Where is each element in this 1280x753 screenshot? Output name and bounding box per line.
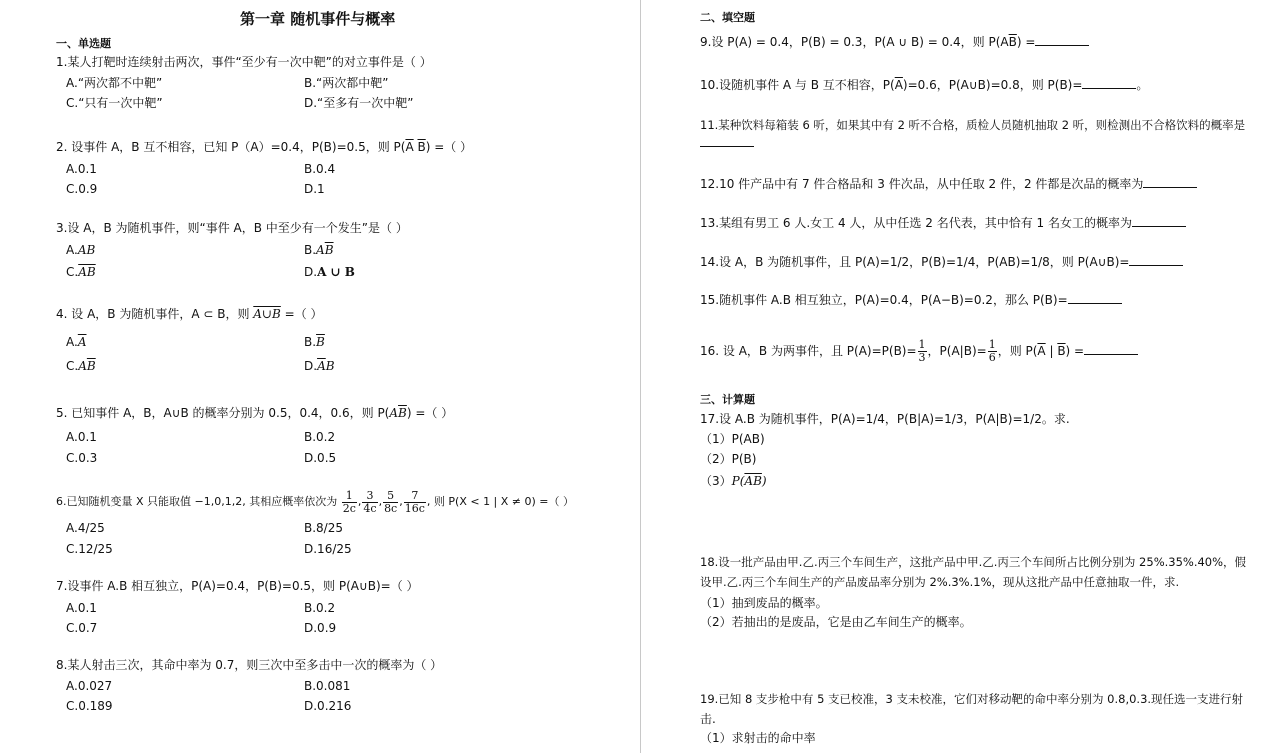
q7-option-c: C.0.7 xyxy=(66,621,98,635)
q17-part2: （2）P(B) xyxy=(700,452,757,466)
q4-stem: 4. 设 A，B 为随机事件，A ⊂ B，则 A∪B =（ ） xyxy=(56,307,323,321)
q7-stem: 7.设事件 A.B 相互独立，P(A)=0.4，P(B)=0.5，则 P(A∪B)=（ ） xyxy=(56,579,419,593)
q17: 17.设 A.B 为随机事件，P(A)=1/4，P(B|A)=1/3，P(A|B)=1/2。求. xyxy=(700,412,1070,426)
q6-stem: 6.已知随机变量 X 只能取值 −1,0,1,2, 其相应概率依次为 $\frac{1}{2c}$ , $\frac{3}{4c}$ , $\frac{5}{8c}$ , $\frac{7}{16c}$ , 则 P(X < 1 | X ≠ 0) =（ ） xyxy=(56,488,575,515)
q2-option-c: C.0.9 xyxy=(66,182,98,196)
q8-option-c: C.0.189 xyxy=(66,699,113,713)
q12: 12.10 件产品中有 7 件合格品和 3 件次品，从中任取 2 件，2 件都是次品的概率为 xyxy=(700,176,1197,192)
q4-option-d: $D.\overline{A}B$ xyxy=(304,359,335,373)
page-title: 第一章 随机事件与概率 xyxy=(240,10,396,28)
page-divider xyxy=(640,0,641,753)
q5-stem: 5. 已知事件 A，B，A∪B 的概率分别为 0.5，0.4，0.6，则 $P(A\overline{B})$ =（ ） xyxy=(56,406,454,420)
q17-part3: $(3)P(\overline{AB})$ xyxy=(700,474,767,488)
right-page xyxy=(642,0,1280,753)
q2-option-b: B.0.4 xyxy=(304,162,336,176)
q8-option-a: A.0.027 xyxy=(66,679,113,693)
q15: 15.随机事件 A.B 相互独立，P(A)=0.4，P(A−B)=0.2，那么 P(B)= xyxy=(700,292,1122,308)
q5-option-c: C.0.3 xyxy=(66,451,98,465)
q8-option-b: B.0.081 xyxy=(304,679,351,693)
q4-option-c: $C.A\overline{B}$ xyxy=(66,359,96,373)
q10: 10.设随机事件 A 与 B 互不相容，$P(\overline{A})=0.6$，P(A∪B)=0.8，则 P(B)= 。 xyxy=(700,78,1149,92)
q6-option-b: B.8/25 xyxy=(304,521,343,535)
q7-option-d: D.0.9 xyxy=(304,621,337,635)
q8-stem: 8.某人射击三次，其命中率为 0.7，则三次中至多击中一次的概率为（ ） xyxy=(56,658,443,672)
q6-option-d: D.16/25 xyxy=(304,542,352,556)
q11: 11.某种饮料每箱装 6 听，如果其中有 2 听不合格，质检人员随机抽取 2 听，则检测出不合格饮料的概率是 xyxy=(700,118,1246,132)
section-calculation: 三、计算题 xyxy=(700,393,755,406)
q5-option-a: A.0.1 xyxy=(66,430,97,444)
q19-part1: （1）求射击的命中率 xyxy=(700,731,816,745)
q5-option-b: B.0.2 xyxy=(304,430,336,444)
q1-option-b: B.“两次都中靶” xyxy=(304,76,389,90)
q14: 14.设 A，B 为随机事件，且 P(A)=1/2，P(B)=1/4，P(AB)=1/8，则 P(A∪B)= xyxy=(700,254,1183,270)
q8-option-d: D.0.216 xyxy=(304,699,352,713)
section-fill-blank: 二、填空题 xyxy=(700,11,755,24)
q18-line2: 设甲.乙.丙三个车间生产的产品废品率分别为 2%.3%.1%，现从这批产品中任意抽取一件，求. xyxy=(700,575,1180,589)
q3-option-a: A.AB xyxy=(66,243,96,257)
q1-option-a: A.“两次都不中靶” xyxy=(66,76,163,90)
q16: 16. 设 A，B 为两事件，且 P(A)=P(B)= $\frac{1}{3}$ ，P(A|B)= $\frac{1}{6}$ ，则 $P(\overline{A}$ | $\overline{B}$) = xyxy=(700,336,1138,366)
q4-option-a: $A.\overline{A}$ xyxy=(66,335,87,349)
q1-option-d: D.“至多有一次中靶” xyxy=(304,96,414,110)
q7-option-b: B.0.2 xyxy=(304,601,336,615)
q3-option-d: D.A ∪ B xyxy=(304,265,355,279)
q19-line1: 19.已知 8 支步枪中有 5 支已校准，3 支未校准，它们对移动靶的命中率分别为 0.8,0.3.现任选一支进行射 xyxy=(700,692,1244,706)
q5-option-d: D.0.5 xyxy=(304,451,337,465)
q3-option-c: $C.\overline{AB}$ xyxy=(66,265,96,279)
q6-option-c: C.12/25 xyxy=(66,542,113,556)
q17-part1: （1）P(AB) xyxy=(700,432,765,446)
q19-line2: 击. xyxy=(700,712,716,726)
q2-option-d: D.1 xyxy=(304,182,325,196)
q9: 9.设 P(A) = 0.4，P(B) = 0.3，P(A ∪ B) = 0.4，则 $P(A\overline{B})$ = xyxy=(700,34,1089,50)
q18-part1: （1）抽到废品的概率。 xyxy=(700,596,828,610)
section-single-choice: 一、单选题 xyxy=(56,37,111,50)
q11-blank xyxy=(700,135,754,151)
q2-option-a: A.0.1 xyxy=(66,162,97,176)
q6-option-a: A.4/25 xyxy=(66,521,105,535)
q3-stem: 3.设 A，B 为随机事件，则“事件 A，B 中至少有一个发生”是（ ） xyxy=(56,221,408,235)
q1-option-c: C.“只有一次中靶” xyxy=(66,96,163,110)
q3-option-b: $B.A\overline{B}$ xyxy=(304,243,334,257)
q2-stem: 2. 设事件 A，B 互不相容，已知 P（A）=0.4，P(B)=0.5，则 $P(\overline{A}$ $\overline{B}$) =（ ） xyxy=(56,140,473,154)
q1-stem: 1.某人打靶时连续射击两次，事件“至少有一次中靶”的对立事件是（ ） xyxy=(56,55,432,69)
q7-option-a: A.0.1 xyxy=(66,601,97,615)
q18-line1: 18.设一批产品由甲.乙.丙三个车间生产，这批产品中甲.乙.丙三个车间所占比例分别为 25%.35%.40%，假 xyxy=(700,555,1247,569)
q13: 13.某组有男工 6 人.女工 4 人，从中任选 2 名代表，其中恰有 1 名女工的概率为 xyxy=(700,215,1186,231)
q4-option-b: $B.\overline{B}$ xyxy=(304,335,325,349)
q18-part2: （2）若抽出的是废品，它是由乙车间生产的概率。 xyxy=(700,615,972,629)
